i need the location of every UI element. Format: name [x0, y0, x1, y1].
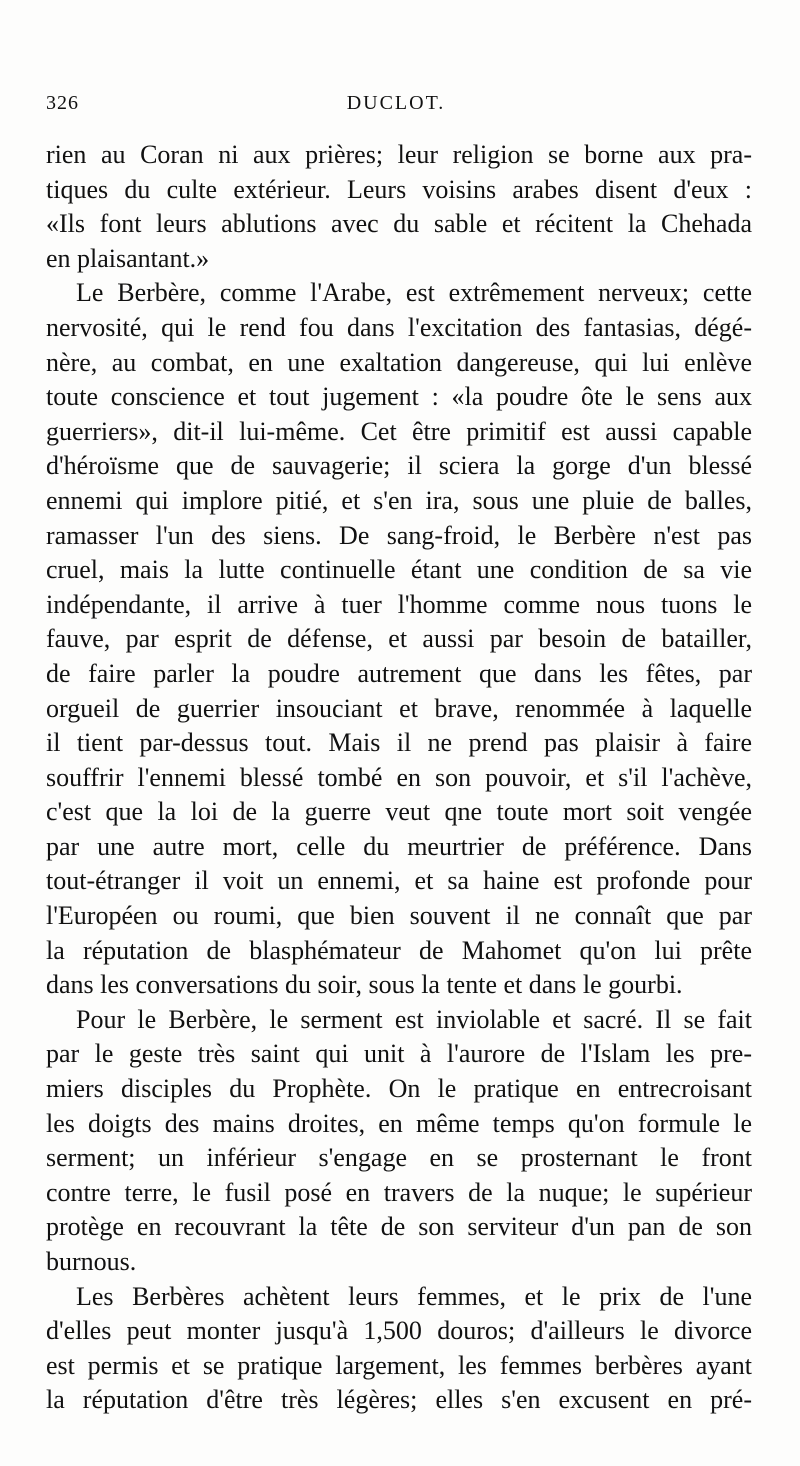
- text-line: rien au Coran ni aux prières; leur religion se borne aux pra-: [46, 140, 752, 169]
- text-line: souffrir l'ennemi blessé tombé en son pouvoir, et s'il l'achève,: [46, 762, 752, 792]
- text-line: toute conscience et tout jugement : «la poudre ôte le sens aux: [46, 382, 752, 412]
- text-line: Les Berbères achètent leurs femmes, et le prix de l'une: [76, 1281, 752, 1311]
- text-line: tout-étranger il voit un ennemi, et sa haine est profonde pour: [46, 866, 752, 896]
- text-line: protège en recouvrant la tête de son serviteur d'un pan de son: [46, 1212, 752, 1242]
- text-line: tiques du culte extérieur. Leurs voisins arabes disent d'eux :: [46, 174, 752, 204]
- text-line: il tient par-dessus tout. Mais il ne prend pas plaisir à faire: [46, 728, 752, 758]
- text-line: orgueil de guerrier insouciant et brave, renommée à laquelle: [46, 693, 752, 723]
- text-line: cruel, mais la lutte continuelle étant une condition de sa vie: [46, 555, 752, 585]
- text-line: en plaisantant.»: [46, 243, 210, 273]
- text-line: par le geste très saint qui unit à l'aurore de l'Islam les pre-: [46, 1039, 752, 1069]
- text-line: la réputation de blasphémateur de Mahomet qu'on lui prête: [46, 935, 752, 965]
- text-line: l'Européen ou roumi, que bien souvent il ne connaît que par: [46, 901, 752, 931]
- text-line: dans les conversations du soir, sous la tente et dans le gourbi.: [46, 970, 683, 1000]
- text-line: par une autre mort, celle du meurtrier de préférence. Dans: [46, 831, 752, 861]
- text-line: nère, au combat, en une exaltation dangereuse, qui lui enlève: [46, 347, 752, 377]
- text-line: contre terre, le fusil posé en travers de la nuque; le supérieur: [46, 1177, 752, 1207]
- text-line: Pour le Berbère, le serment est inviolable et sacré. Il se fait: [76, 1004, 752, 1034]
- text-line: miers disciples du Prophète. On le pratique en entrecroisant: [46, 1074, 752, 1104]
- text-line: serment; un inférieur s'engage en se prosternant le front: [46, 1143, 752, 1173]
- text-line: de faire parler la poudre autrement que dans les fêtes, par: [46, 658, 752, 688]
- running-head: DUCLOT.: [346, 92, 446, 114]
- text-line: la réputation d'être très légères; elles s'en excusent en pré-: [46, 1385, 752, 1415]
- text-line: «Ils font leurs ablutions avec du sable et récitent la Chehada: [46, 209, 752, 239]
- text-line: nervosité, qui le rend fou dans l'excitation des fantasias, dégé-: [46, 312, 752, 342]
- text-line: les doigts des mains droites, en même temps qu'on formule le: [46, 1108, 752, 1138]
- page-number: 326: [46, 92, 79, 114]
- text-line: indépendante, il arrive à tuer l'homme comme nous tuons le: [46, 589, 752, 619]
- body-text: [46, 138, 752, 1418]
- text-line: c'est que la loi de la guerre veut qne toute mort soit vengée: [46, 797, 752, 827]
- text-line: d'elles peut monter jusqu'à 1,500 douros; d'ailleurs le divorce: [46, 1316, 752, 1346]
- text-line: d'héroïsme que de sauvagerie; il sciera la gorge d'un blessé: [46, 451, 752, 481]
- text-line: ennemi qui implore pitié, et s'en ira, sous une pluie de balles,: [46, 485, 752, 515]
- text-line: est permis et se pratique largement, les femmes berbères ayant: [46, 1350, 752, 1380]
- text-line: ramasser l'un des siens. De sang-froid, le Berbère n'est pas: [46, 520, 752, 550]
- text-line: burnous.: [46, 1247, 137, 1276]
- text-line: guerriers», dit-il lui-même. Cet être primitif est aussi capable: [46, 416, 752, 446]
- text-line: fauve, par esprit de défense, et aussi par besoin de batailler,: [46, 624, 752, 654]
- text-line: Le Berbère, comme l'Arabe, est extrêmement nerveux; cette: [76, 278, 752, 308]
- page-header: [46, 92, 746, 128]
